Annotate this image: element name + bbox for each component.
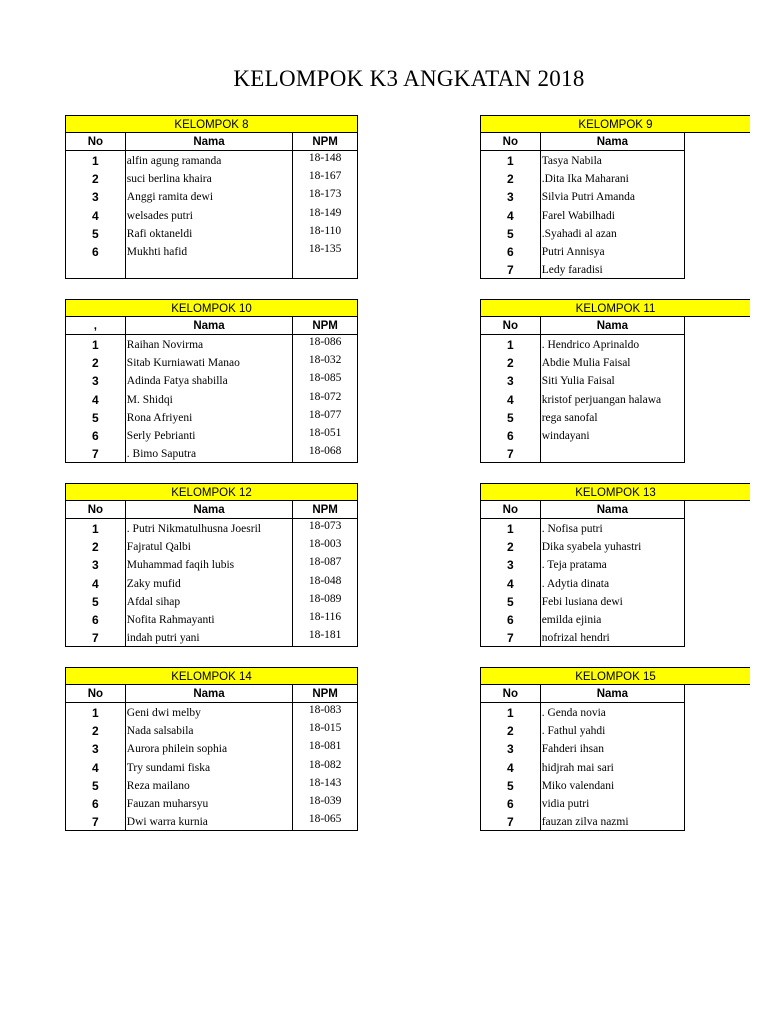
column-header-row (480, 133, 685, 151)
table-row (481, 519, 685, 537)
column-header: No (66, 133, 126, 150)
member-name: Abdie Mulia Faisal (541, 353, 685, 371)
table-row (66, 353, 358, 371)
column-header: Nama (541, 501, 685, 518)
member-name: Geni dwi melby (126, 703, 293, 721)
column-header-row (65, 501, 358, 519)
member-npm: 18-082 (293, 758, 358, 776)
table-row (66, 812, 358, 830)
page-title: KELOMPOK K3 ANGKATAN 2018 (233, 66, 585, 91)
member-name: kristof perjuangan halawa (541, 390, 685, 408)
row-number: 2 (481, 353, 541, 371)
table-row (66, 206, 358, 224)
member-npm: 18-085 (293, 371, 358, 389)
row-number: 4 (66, 574, 126, 592)
table-row (66, 739, 358, 757)
row-number: 6 (66, 794, 126, 812)
table-row (66, 721, 358, 739)
table-row (481, 444, 685, 462)
table-row (66, 610, 358, 628)
table-row (481, 758, 685, 776)
table-body (480, 151, 685, 279)
member-name: Silvia Putri Amanda (541, 187, 685, 205)
row-number: 5 (481, 592, 541, 610)
row-number: 5 (481, 224, 541, 242)
row-number: 1 (66, 703, 126, 721)
row-number: 1 (481, 335, 541, 353)
row-number: 6 (481, 610, 541, 628)
row-number: 3 (481, 371, 541, 389)
member-npm: 18-116 (293, 610, 358, 628)
row-number: 3 (481, 739, 541, 757)
row-number: 2 (66, 721, 126, 739)
member-name: Miko valendani (541, 776, 685, 794)
member-name: .Dita Ika Maharani (541, 169, 685, 187)
member-name: . Genda novia (541, 703, 685, 721)
member-name (541, 444, 685, 462)
row-number: 2 (66, 537, 126, 555)
table-row (481, 812, 685, 830)
member-npm: 18-032 (293, 353, 358, 371)
table-row (481, 390, 685, 408)
member-name: Mukhti hafid (126, 242, 293, 260)
table-row (66, 537, 358, 555)
row-number: 5 (66, 592, 126, 610)
member-name: Fajratul Qalbi (126, 537, 293, 555)
column-header-row (65, 317, 358, 335)
group-heading: KELOMPOK 11 (480, 299, 750, 317)
table-row (66, 169, 358, 187)
group-heading: KELOMPOK 12 (65, 483, 358, 501)
member-name: Muhammad faqih lubis (126, 555, 293, 573)
member-name: Aurora philein sophia (126, 739, 293, 757)
table-row (66, 260, 358, 278)
table-row (66, 335, 358, 353)
member-name: Raihan Novirma (126, 335, 293, 353)
table-row (481, 151, 685, 169)
table-row (481, 574, 685, 592)
row-number: 7 (66, 628, 126, 646)
table-row (481, 794, 685, 812)
group-heading: KELOMPOK 13 (480, 483, 750, 501)
column-header: No (481, 317, 541, 334)
row-number: 1 (481, 519, 541, 537)
table-row (481, 555, 685, 573)
column-header: NPM (293, 317, 358, 334)
member-name: . Teja pratama (541, 555, 685, 573)
member-name: Siti Yulia Faisal (541, 371, 685, 389)
row-number: 3 (66, 371, 126, 389)
row-number: 4 (66, 206, 126, 224)
member-name: fauzan zilva nazmi (541, 812, 685, 830)
member-name: . Putri Nikmatulhusna Joesril (126, 519, 293, 537)
member-name: Zaky mufid (126, 574, 293, 592)
member-name: Dika syabela yuhastri (541, 537, 685, 555)
member-npm: 18-003 (293, 537, 358, 555)
row-number: 4 (481, 206, 541, 224)
member-npm: 18-148 (293, 151, 358, 169)
row-number: 1 (66, 335, 126, 353)
row-number: 6 (481, 794, 541, 812)
table-body (65, 335, 358, 463)
column-header-row (480, 317, 685, 335)
column-header: Nama (126, 317, 293, 334)
column-header-row (65, 133, 358, 151)
table-body (480, 703, 685, 831)
row-number: 7 (481, 628, 541, 646)
member-npm: 18-181 (293, 628, 358, 646)
table-body (65, 151, 358, 279)
member-npm: 18-048 (293, 574, 358, 592)
member-name: nofrizal hendri (541, 628, 685, 646)
table-row (66, 592, 358, 610)
row-number: 2 (481, 537, 541, 555)
column-header: , (66, 317, 126, 334)
row-number: 3 (66, 555, 126, 573)
row-number: 1 (481, 151, 541, 169)
column-header-row (480, 685, 685, 703)
member-name (126, 260, 293, 278)
member-name: welsades putri (126, 206, 293, 224)
member-name: Farel Wabilhadi (541, 206, 685, 224)
table-row (66, 390, 358, 408)
member-npm: 18-077 (293, 408, 358, 426)
member-name: Adinda Fatya shabilla (126, 371, 293, 389)
group-table (480, 115, 685, 279)
table-row (66, 426, 358, 444)
member-name: Afdal sihap (126, 592, 293, 610)
table-body (480, 335, 685, 463)
row-number: 6 (481, 426, 541, 444)
member-npm: 18-083 (293, 703, 358, 721)
column-header: Nama (126, 685, 293, 702)
member-npm: 18-135 (293, 242, 358, 260)
table-row (481, 628, 685, 646)
table-row (66, 703, 358, 721)
table-row (481, 169, 685, 187)
column-header: No (66, 501, 126, 518)
table-row (481, 224, 685, 242)
table-row (66, 555, 358, 573)
row-number: 5 (481, 776, 541, 794)
member-name: indah putri yani (126, 628, 293, 646)
member-npm: 18-110 (293, 224, 358, 242)
table-row (481, 426, 685, 444)
member-npm: 18-068 (293, 444, 358, 462)
member-npm: 18-015 (293, 721, 358, 739)
member-name: Reza mailano (126, 776, 293, 794)
member-npm: 18-173 (293, 187, 358, 205)
member-name: Tasya Nabila (541, 151, 685, 169)
member-npm: 18-089 (293, 592, 358, 610)
table-row (481, 242, 685, 260)
row-number: 5 (66, 408, 126, 426)
group-heading: KELOMPOK 10 (65, 299, 358, 317)
member-name: Rona Afriyeni (126, 408, 293, 426)
table-row (481, 592, 685, 610)
member-name: Nada salsabila (126, 721, 293, 739)
member-npm: 18-086 (293, 335, 358, 353)
row-number: 5 (66, 224, 126, 242)
member-name: emilda ejinia (541, 610, 685, 628)
member-npm: 18-073 (293, 519, 358, 537)
row-number: 4 (481, 390, 541, 408)
table-row (66, 758, 358, 776)
table-row (481, 610, 685, 628)
group-heading: KELOMPOK 15 (480, 667, 750, 685)
table-body (65, 519, 358, 647)
member-name: Try sundami fiska (126, 758, 293, 776)
table-row (66, 151, 358, 169)
column-header: Nama (126, 501, 293, 518)
row-number: 2 (481, 169, 541, 187)
column-header: NPM (293, 501, 358, 518)
member-name: Rafi oktaneldi (126, 224, 293, 242)
column-header: Nama (541, 317, 685, 334)
group-heading: KELOMPOK 8 (65, 115, 358, 133)
row-number: 6 (66, 426, 126, 444)
row-number: 4 (66, 390, 126, 408)
member-name: windayani (541, 426, 685, 444)
table-row (481, 703, 685, 721)
member-name: Dwi warra kurnia (126, 812, 293, 830)
column-header: Nama (541, 685, 685, 702)
column-header: Nama (126, 133, 293, 150)
table-row (481, 537, 685, 555)
group-table (65, 483, 358, 647)
member-npm: 18-072 (293, 390, 358, 408)
member-npm: 18-087 (293, 555, 358, 573)
table-row (66, 776, 358, 794)
table-row (66, 628, 358, 646)
member-npm: 18-143 (293, 776, 358, 794)
table-row (66, 371, 358, 389)
member-name: Ledy faradisi (541, 260, 685, 278)
row-number: 7 (481, 444, 541, 462)
row-number: 7 (66, 444, 126, 462)
column-header-row (65, 685, 358, 703)
member-npm: 18-081 (293, 739, 358, 757)
column-header: NPM (293, 133, 358, 150)
member-name: Putri Annisya (541, 242, 685, 260)
member-name: Fahderi ihsan (541, 739, 685, 757)
member-npm (293, 260, 358, 278)
member-npm: 18-051 (293, 426, 358, 444)
member-name: Serly Pebrianti (126, 426, 293, 444)
member-name: M. Shidqi (126, 390, 293, 408)
group-table (65, 115, 358, 279)
row-number: 1 (66, 151, 126, 169)
table-row (66, 574, 358, 592)
member-name: . Adytia dinata (541, 574, 685, 592)
table-row (481, 408, 685, 426)
row-number: 4 (481, 758, 541, 776)
group-heading: KELOMPOK 9 (480, 115, 750, 133)
member-name: . Fathul yahdi (541, 721, 685, 739)
row-number: 7 (481, 260, 541, 278)
column-header: No (481, 685, 541, 702)
table-row (66, 794, 358, 812)
table-row (481, 260, 685, 278)
row-number: 7 (481, 812, 541, 830)
table-row (481, 721, 685, 739)
table-row (66, 519, 358, 537)
row-number: 1 (66, 519, 126, 537)
member-name: Sitab Kurniawati Manao (126, 353, 293, 371)
member-npm: 18-167 (293, 169, 358, 187)
member-npm: 18-065 (293, 812, 358, 830)
column-header: Nama (541, 133, 685, 150)
group-table (480, 483, 685, 647)
member-name: . Hendrico Aprinaldo (541, 335, 685, 353)
row-number: 1 (481, 703, 541, 721)
table-row (481, 206, 685, 224)
row-number: 2 (66, 169, 126, 187)
column-header: No (481, 501, 541, 518)
member-name: vidia putri (541, 794, 685, 812)
table-row (66, 242, 358, 260)
row-number: 6 (66, 610, 126, 628)
table-row (66, 187, 358, 205)
member-name: . Nofisa putri (541, 519, 685, 537)
table-row (481, 335, 685, 353)
table-body (480, 519, 685, 647)
column-header: No (66, 685, 126, 702)
row-number: 5 (66, 776, 126, 794)
row-number: 3 (481, 187, 541, 205)
member-name: rega sanofal (541, 408, 685, 426)
column-header: NPM (293, 685, 358, 702)
member-npm: 18-039 (293, 794, 358, 812)
member-name: hidjrah mai sari (541, 758, 685, 776)
member-name: . Bimo Saputra (126, 444, 293, 462)
member-name: suci berlina khaira (126, 169, 293, 187)
member-name: Nofita Rahmayanti (126, 610, 293, 628)
table-row (481, 739, 685, 757)
row-number: 2 (66, 353, 126, 371)
row-number: 4 (481, 574, 541, 592)
table-row (481, 776, 685, 794)
row-number: 2 (481, 721, 541, 739)
table-row (66, 444, 358, 462)
member-name: .Syahadi al azan (541, 224, 685, 242)
row-number: 6 (66, 242, 126, 260)
member-name: alfin agung ramanda (126, 151, 293, 169)
group-table (65, 667, 358, 831)
row-number: 7 (66, 812, 126, 830)
row-number: 3 (66, 739, 126, 757)
row-number: 6 (481, 242, 541, 260)
row-number: 4 (66, 758, 126, 776)
table-row (66, 408, 358, 426)
column-header: No (481, 133, 541, 150)
member-name: Anggi ramita dewi (126, 187, 293, 205)
member-npm: 18-149 (293, 206, 358, 224)
row-number (66, 260, 126, 278)
table-body (65, 703, 358, 831)
table-row (66, 224, 358, 242)
table-row (481, 187, 685, 205)
member-name: Febi lusiana dewi (541, 592, 685, 610)
column-header-row (480, 501, 685, 519)
row-number: 5 (481, 408, 541, 426)
group-table (480, 299, 685, 463)
member-name: Fauzan muharsyu (126, 794, 293, 812)
row-number: 3 (481, 555, 541, 573)
table-row (481, 353, 685, 371)
group-table (65, 299, 358, 463)
row-number: 3 (66, 187, 126, 205)
group-table (480, 667, 685, 831)
table-row (481, 371, 685, 389)
group-heading: KELOMPOK 14 (65, 667, 358, 685)
